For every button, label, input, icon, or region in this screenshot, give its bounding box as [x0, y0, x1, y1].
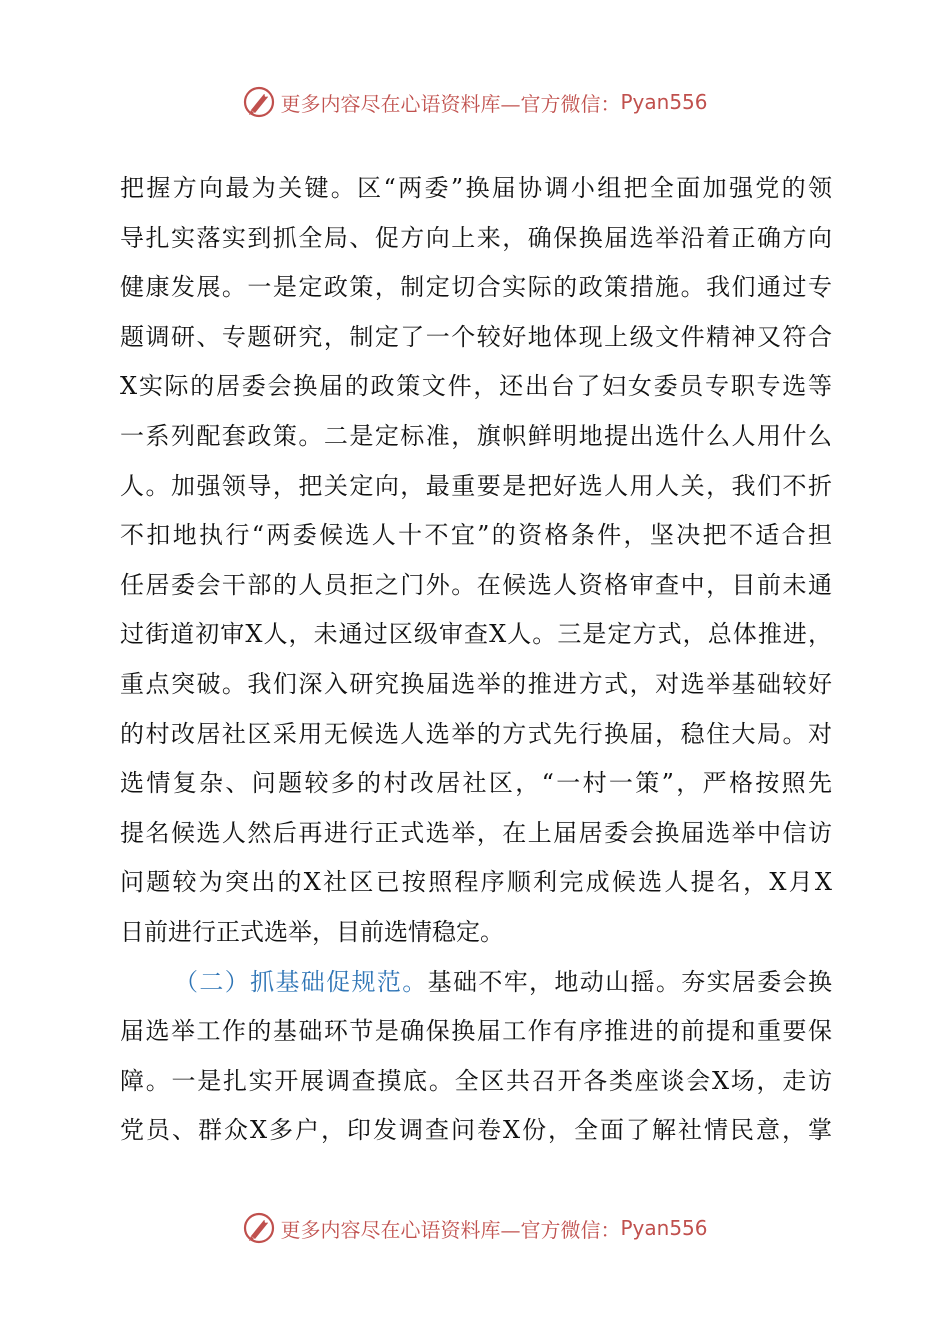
text-line: 问题较为突出的X社区已按照程序顺利完成候选人提名，X月X	[120, 868, 832, 897]
header-banner	[0, 82, 950, 122]
banner-wechat-id: Pyan556	[620, 1216, 708, 1240]
text-line: 障。一是扎实开展调查摸底。全区共召开各类座谈会X场，走访	[120, 1066, 832, 1095]
text-line: 导扎实落实到抓全局、促方向上来，确保换届选举沿着正确方向	[120, 223, 832, 252]
text-line: 的村改居社区采用无候选人选举的方式先行换届，稳住大局。对	[120, 719, 832, 748]
text-line: 不扣地执行“两委候选人十不宜”的资格条件，坚决把不适合担	[120, 521, 832, 550]
text-line: 人。加强领导，把关定向，最重要是把好选人用人关，我们不折	[120, 471, 832, 500]
text-line: 题调研、专题研究，制定了一个较好地体现上级文件精神又符合	[120, 322, 832, 351]
section-heading-line	[120, 958, 832, 1008]
text-line: X实际的居委会换届的政策文件，还出台了妇女委员专职专选等	[120, 372, 832, 401]
text-line: 提名候选人然后再进行正式选举，在上届居委会换届选举中信访	[120, 818, 832, 847]
heading-line-text: 基础不牢，地动山摇。夯实居委会换	[427, 967, 833, 996]
text-line: 把握方向最为关键。区“两委”换届协调小组把全面加强党的领	[120, 174, 832, 202]
text-line: 选情复杂、问题较多的村改居社区，“一村一策”，严格按照先	[120, 769, 832, 798]
text-line: 一系列配套政策。二是定标准，旗帜鲜明地提出选什么人用什么	[120, 421, 832, 450]
text-line: 过街道初审X人，未通过区级审查X人。三是定方式，总体推进，	[120, 620, 832, 649]
section-heading: （二）抓基础促规范。	[174, 967, 428, 996]
pen-nib-icon	[242, 1211, 276, 1245]
banner-wechat-id: Pyan556	[620, 90, 708, 114]
text-line: 任居委会干部的人员拒之门外。在候选人资格审查中，目前未通	[120, 570, 832, 599]
text-line: 重点突破。我们深入研究换届选举的推进方式，对选举基础较好	[120, 669, 832, 698]
text-line: 日前进行正式选举，目前选情稳定。	[120, 917, 504, 946]
document-body	[120, 164, 832, 1156]
text-line: 届选举工作的基础环节是确保换届工作有序推进的前提和重要保	[120, 1017, 832, 1046]
text-line: 党员、群众X多户，印发调查问卷X份，全面了解社情民意，掌	[120, 1116, 832, 1145]
banner-text: 更多内容尽在心语资料库—官方微信：	[280, 91, 621, 116]
banner-text: 更多内容尽在心语资料库—官方微信：	[280, 1217, 621, 1242]
footer-banner	[0, 1208, 950, 1248]
text-line: 健康发展。一是定政策，制定切合实际的政策措施。我们通过专	[120, 273, 832, 302]
pen-nib-icon	[242, 85, 276, 119]
